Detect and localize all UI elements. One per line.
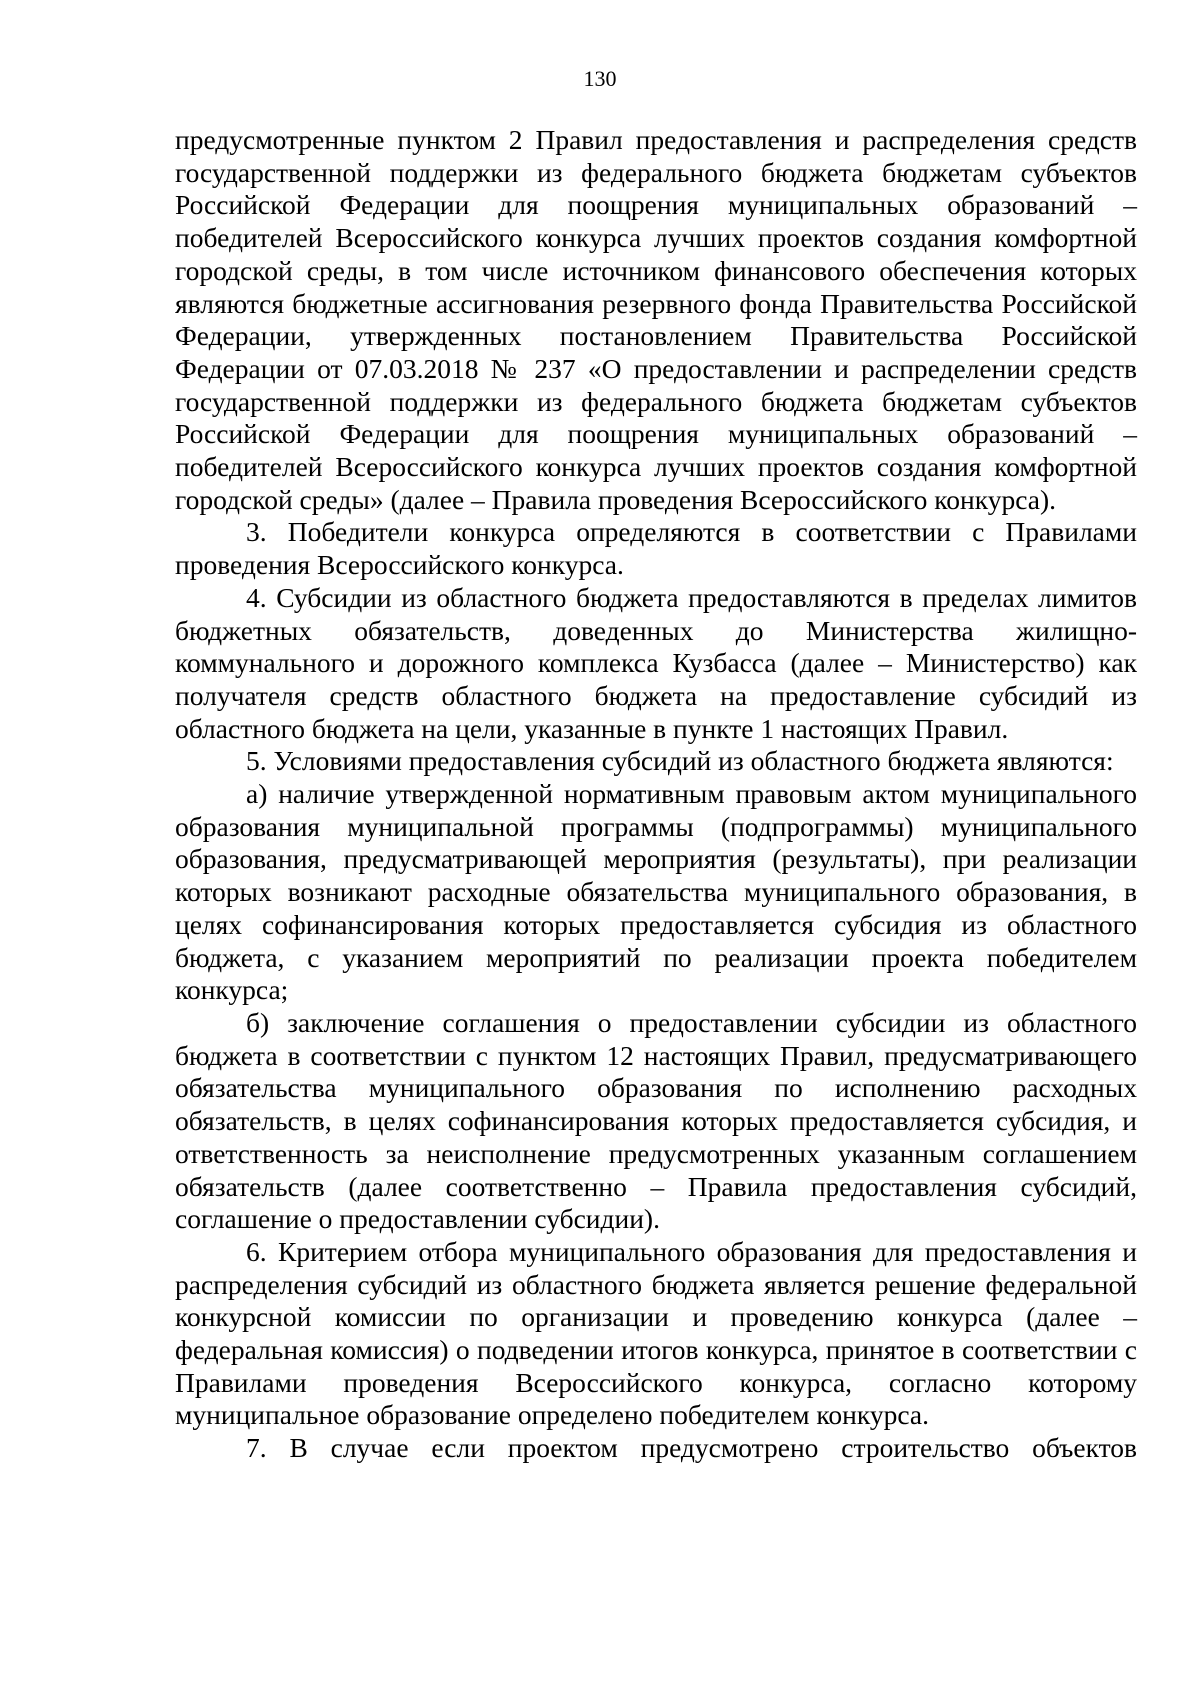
paragraph-continuation: предусмотренные пунктом 2 Правил предоставления и распределения средств государственной поддержки из федерального бюджета бюджетам субъектов Российской Федерации для поощрения муниципальных образований – победителей Всероссийского конкурса лучших проектов создания комфортной городской среды, в том числе источником финансового обеспечения которых являются бюджетные ассигнования резервного фонда Правительства Российской Федерации, утвержденных постановлением Правительства Российской Федерации от 07.03.2018 № 237 «О предоставлении и распределении средств государственной поддержки из федерального бюджета бюджетам субъектов Российской Федерации для поощрения муниципальных образований – победителей Всероссийского конкурса лучших проектов создания комфортной городской среды» (далее – Правила проведения Всероссийского конкурса). <box>175 124 1137 515</box>
paragraph-item-4: 4. Субсидии из областного бюджета предоставляются в пределах лимитов бюджетных обязательств, доведенных до Министерства жилищно-коммунального и дорожного комплекса Кузбасса (далее – Министерство) как получателя средств областного бюджета на предоставление субсидий из областного бюджета на цели, указанные в пункте 1 настоящих Правил. <box>175 581 1137 744</box>
paragraph-item-5: 5. Условиями предоставления субсидий из областного бюджета являются: <box>246 745 1114 777</box>
paragraph-item-5b: б) заключение соглашения о предоставлении субсидии из областного бюджета в соответствии с пунктом 12 настоящих Правил, предусматривающего обязательства муниципального образования по исполнению расходных обязательств, в целях софинансирования которых предоставляется субсидия, и ответственность за неисполнение предусмотренных указанным соглашением обязательств (далее соответственно – Правила предоставления субсидий, соглашение о предоставлении субсидии). <box>175 1006 1137 1235</box>
page-number: 130 <box>583 66 617 91</box>
paragraph-item-7: 7. В случае если проектом предусмотрено строительство объектов <box>246 1432 1137 1464</box>
paragraph-item-3: 3. Победители конкурса определяются в соответствии с Правилами проведения Всероссийского конкурса. <box>175 516 1137 581</box>
paragraph-item-6: 6. Критерием отбора муниципального образования для предоставления и распределения субсидий из областного бюджета является решение федеральной конкурсной комиссии по организации и проведению конкурса (далее – федеральная комиссия) о подведении итогов конкурса, принятое в соответствии с Правилами проведения Всероссийского конкурса, согласно которому муниципальное образование определено победителем конкурса. <box>175 1235 1137 1431</box>
paragraph-item-5a: а) наличие утвержденной нормативным правовым актом муниципального образования муниципальной программы (подпрограммы) муниципального образования, предусматривающей мероприятия (результаты), при реализации которых возникают расходные обязательства муниципального образования, в целях софинансирования которых предоставляется субсидия из областного бюджета, с указанием мероприятий по реализации проекта победителем конкурса; <box>175 778 1137 1006</box>
document-body <box>175 124 1137 1465</box>
